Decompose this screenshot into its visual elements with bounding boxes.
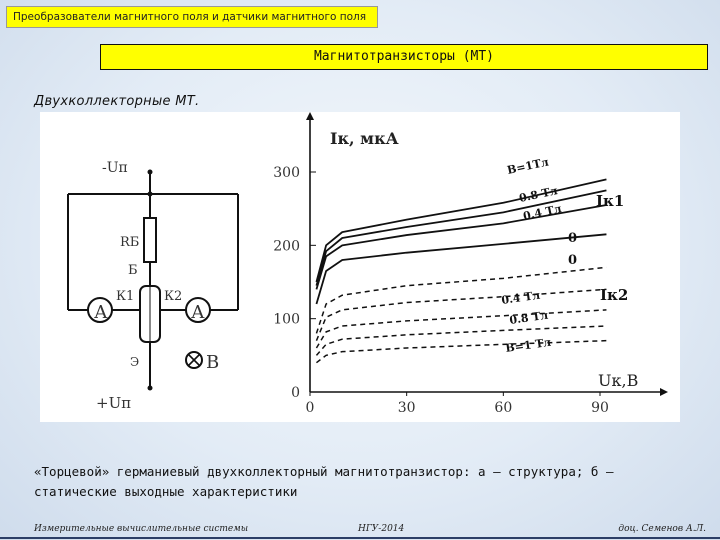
x-tick-label: 60 xyxy=(494,400,513,416)
footer-university: НГУ-2014 xyxy=(358,524,405,534)
annot-04-top: 0.4 Тл xyxy=(521,202,563,223)
label-base: Б xyxy=(128,263,138,278)
footer-course: Измерительные вычислительные системы xyxy=(34,524,249,534)
x-axis-arrow xyxy=(660,388,668,396)
series-line-ik2-6 xyxy=(316,310,606,348)
figure-svg xyxy=(40,112,680,422)
annot-zero-1: 0 xyxy=(568,231,578,246)
label-ammeter-1: А xyxy=(94,302,108,323)
series-line-ik2-5 xyxy=(316,289,606,340)
x-axis-label: Uк,В xyxy=(598,371,639,390)
series-line-ik2-8 xyxy=(316,341,606,363)
header-banner: Преобразователи магнитного поля и датчики магнитного поля xyxy=(6,6,378,28)
label-k1: К1 xyxy=(116,289,135,304)
junction-dot xyxy=(148,192,153,197)
footer-rule xyxy=(0,537,720,539)
label-field: B xyxy=(206,352,220,373)
supply-dot-pos xyxy=(148,386,153,391)
x-tick-label: 90 xyxy=(591,400,609,416)
label-supply-pos: +Uп xyxy=(96,394,132,412)
annot-04-bot: 0.4 Тл xyxy=(500,288,541,307)
series-line-ik1-0 xyxy=(316,179,606,282)
annot-b-bot: B=1 Тл xyxy=(504,335,552,355)
slide-title: Магнитотранзисторы (МТ) xyxy=(100,44,708,70)
annot-zero-2: 0 xyxy=(568,253,578,268)
figure-panel xyxy=(40,112,680,422)
y-tick-label: 0 xyxy=(291,385,300,401)
label-resistor: RБ xyxy=(120,235,140,250)
y-axis-label: Iк, мкА xyxy=(330,129,399,148)
y-tick-label: 300 xyxy=(273,165,300,181)
figure-caption: «Торцевой» германиевый двухколлекторный магнитотранзистор: а – структура; б – статические выходные характеристики xyxy=(34,464,614,499)
series-line-ik2-4 xyxy=(316,267,606,333)
annot-ik2: Iк2 xyxy=(600,286,629,304)
footer-author: доц. Семенов А.Л. xyxy=(618,524,706,534)
annot-08-bot: 0.8 Тл xyxy=(508,308,549,327)
y-tick-label: 100 xyxy=(273,311,300,328)
supply-dot-neg xyxy=(148,170,153,175)
slide-subtitle: Двухколлекторные МТ. xyxy=(34,94,200,109)
chart xyxy=(273,112,668,416)
series-line-ik1-3 xyxy=(316,234,606,304)
x-tick-label: 0 xyxy=(305,400,315,416)
annot-b-top: B=1Тл xyxy=(505,155,550,177)
y-axis-arrow xyxy=(306,112,314,120)
label-ammeter-2: А xyxy=(191,302,205,323)
x-tick-label: 30 xyxy=(397,400,416,416)
y-tick-label: 200 xyxy=(273,238,300,255)
label-emitter: Э xyxy=(130,355,140,369)
resistor-body xyxy=(144,218,156,262)
annot-08-top: 0.8 Тл xyxy=(517,184,559,205)
label-supply-neg: -Uп xyxy=(102,160,128,176)
annot-ik1: Iк1 xyxy=(596,192,625,210)
series-layer xyxy=(316,179,606,362)
label-k2: К2 xyxy=(164,289,183,304)
